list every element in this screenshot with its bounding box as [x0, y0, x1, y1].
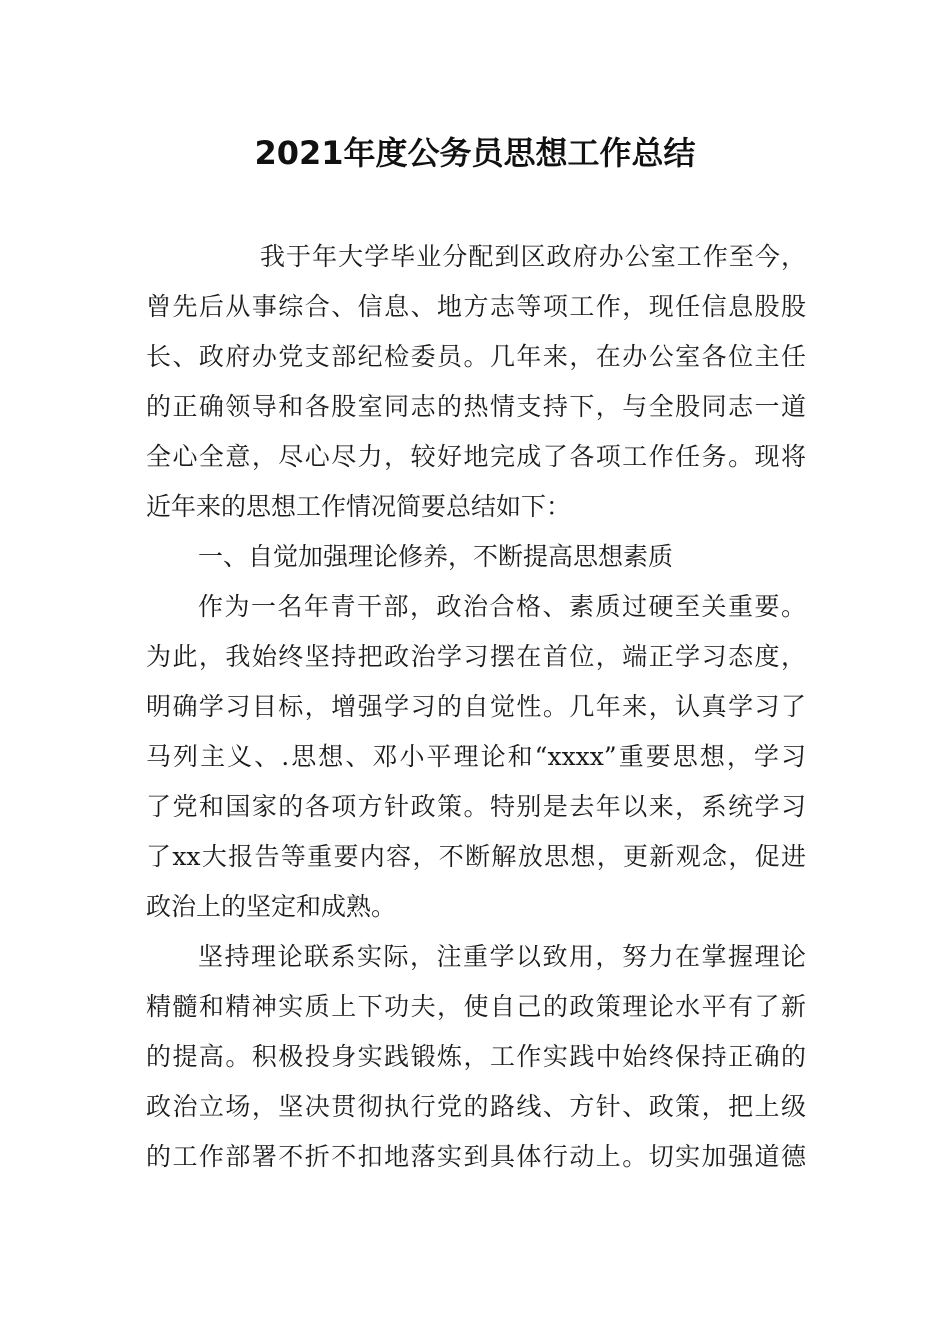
- text-line: 了xx大报告等重要内容，不断解放思想，更新观念，促进: [146, 842, 806, 871]
- text-line: 近年来的思想工作情况简要总结如下：: [146, 492, 572, 521]
- text-line: 作为一名年青干部，政治合格、素质过硬至关重要。: [198, 592, 806, 621]
- paragraph-study: [146, 582, 806, 932]
- text-line: 的正确领导和各股室同志的热情支持下，与全股同志一道: [146, 392, 806, 421]
- text-line: 为此，我始终坚持把政治学习摆在首位，端正学习态度，: [146, 642, 806, 671]
- paragraph-practice: [146, 932, 806, 1182]
- text-line: 坚持理论联系实际，注重学以致用，努力在掌握理论: [198, 942, 806, 971]
- text-line: 了党和国家的各项方针政策。特别是去年以来，系统学习: [146, 792, 806, 821]
- text-line: 的提高。积极投身实践锻炼，工作实践中始终保持正确的: [146, 1042, 806, 1071]
- text-line: 的工作部署不折不扣地落实到具体行动上。切实加强道德: [146, 1142, 806, 1171]
- text-line: 马列主义、.思想、邓小平理论和“xxxx”重要思想，学习: [146, 742, 806, 771]
- text-line: 精髓和精神实质上下功夫，使自己的政策理论水平有了新: [146, 992, 806, 1021]
- text-line: 长、政府办党支部纪检委员。几年来，在办公室各位主任: [146, 342, 806, 371]
- text-line: 政治上的坚定和成熟。: [146, 892, 397, 921]
- document-title: 2021年度公务员思想工作总结: [254, 134, 696, 172]
- section-heading: [146, 532, 806, 582]
- text-line: 政治立场，坚决贯彻执行党的路线、方针、政策，把上级: [146, 1092, 806, 1121]
- document-body: [146, 232, 806, 1182]
- text-line: 我于年大学毕业分配到区政府办公室工作至今，: [260, 242, 806, 271]
- section-heading-text: 一、自觉加强理论修养，不断提高思想素质: [198, 542, 674, 571]
- text-line: 全心全意，尽心尽力，较好地完成了各项工作任务。现将: [146, 442, 806, 471]
- text-line: 曾先后从事综合、信息、地方志等项工作，现任信息股股: [146, 292, 806, 321]
- paragraph-intro: [146, 232, 806, 532]
- text-line: 明确学习目标，增强学习的自觉性。几年来，认真学习了: [146, 692, 806, 721]
